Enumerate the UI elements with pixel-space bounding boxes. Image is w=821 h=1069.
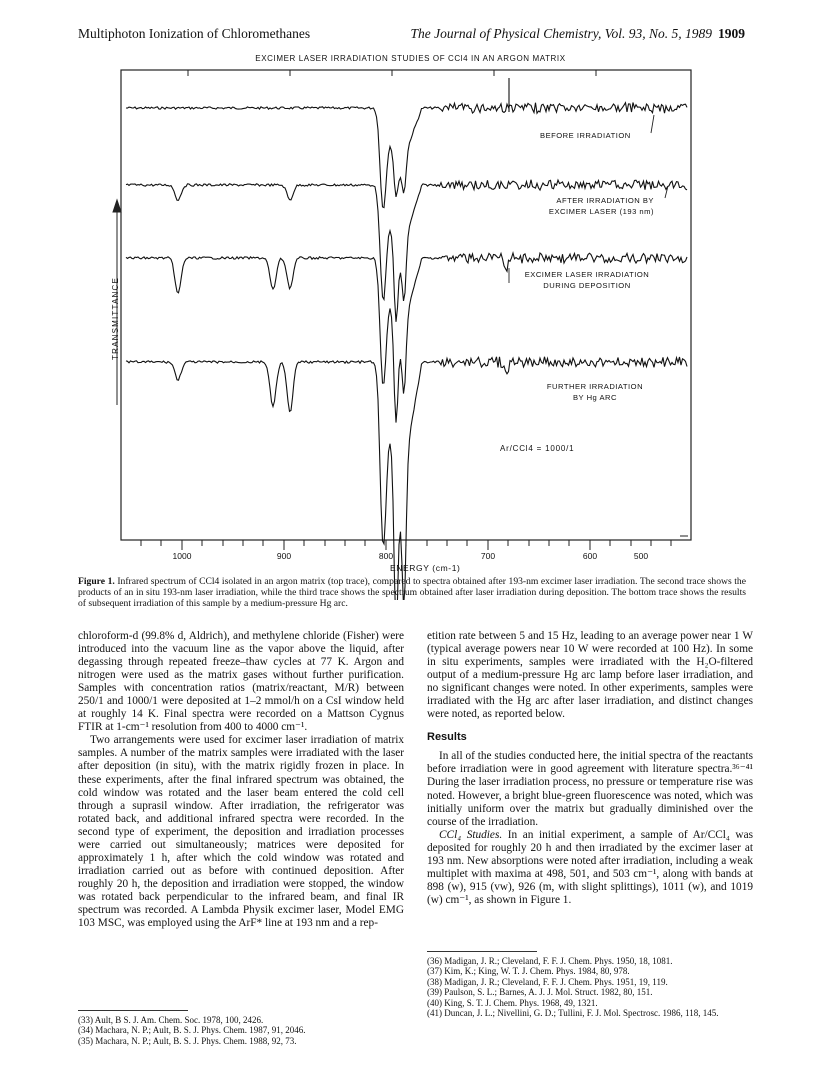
section-heading: Results (427, 731, 467, 744)
body-paragraph: Two arrangements were used for excimer laser irradiation of matrix samples. A number of the matrix samples were irradiated with the laser after deposition (in situ), with the matrix rigidly frozen in place. In these experiments, after the final infrared spectrum was obtained, the cold window was rotated and the laser beam entered the cold cell through a suprasil window. After irradiation, the refrigerator was rotated back, and additional infrared spectra were recorded. In the second type of experiment, the deposition and irradiation processes were carried out simultaneously; matrices were deposited for approximately 1 h, after which the cold window was rotated and irradiation carried out as before with continued deposition. After roughly 20 h, the deposition and irradiation were stopped, the window was rotated back perpendicular to the infrared beam, and final IR spectrum was recorded. A Lambda Physik excimer laser, Model EMG 103 MSC, was employed using the ArF* line at 193 nm and a rep- (78, 734, 404, 930)
x-tick-label: 600 (582, 551, 598, 561)
footnotes-left (78, 1010, 404, 1046)
trace-label-line: EXCIMER LASER IRRADIATION (524, 270, 650, 279)
figure-caption (78, 576, 746, 610)
x-tick-label: 1000 (172, 551, 192, 561)
trace-label-line: FURTHER IRRADIATION (546, 382, 644, 391)
trace-label-before (540, 130, 631, 141)
caption-text: Infrared spectrum of CCl4 isolated in an argon matrix (top trace), compared to spectra obtained after 193-nm excimer laser irradiation. The second trace shows the products of an in situ 193-nm laser irradiation, while the third trace shows the spectrum obtained after laser irradiation during deposition. The bottom trace shows the results of subsequent irradiation of this sample by a medium-pressure Hg arc. (78, 576, 746, 610)
reference: (40) King, S. T. J. Chem. Phys. 1968, 49, 1321. (427, 997, 598, 1008)
spectrum-traces (126, 78, 687, 600)
body-paragraph: chloroform-d (99.8% d, Aldrich), and methylene chloride (Fisher) were introduced into the vacuum line as the vapor above the liquid, after degassing through repeated freeze–thaw cycles at 77 K. Argon and nitrogen were used as the matrix gases without further purification. Samples with concentration ratios (matrix/reactant, M/R) between 250/1 and 1000/1 were deposited at 1–2 mmol/h on a CsI window held at roughly 14 K. Final spectra were recorded on a Mattson Cygnus FTIR at 1-cm⁻¹ resolution from 400 to 4000 cm⁻¹. (78, 630, 404, 734)
reference: (33) Ault, B S. J. Am. Chem. Soc. 1978, 100, 2426. (78, 1015, 264, 1025)
left-column (78, 630, 404, 930)
paragraph-text: In an initial experiment, a sample of Ar/CCl₄ was deposited for roughly 20 h and then irradiated by the excimer laser at 193 nm. New absorptions were noted after irradiation, including a weak multiplet with maxima at 498, 501, and 503 cm⁻¹, along with bands at 898 (w), 915 (vw), 926 (m, with slight splittings), 1011 (w), and 1019 (w) cm⁻¹, as shown in Figure 1. (427, 828, 753, 906)
right-column (427, 630, 753, 907)
journal-name: The Journal of Physical Chemistry, Vol. 93, No. 5, 1989 (410, 26, 712, 41)
spectrum-trace (126, 103, 687, 208)
trace-label-line: BY Hg ARC (572, 393, 618, 402)
footnote-rule (78, 1010, 188, 1011)
x-tick-label: 800 (378, 551, 394, 561)
x-tick-label: 500 (633, 551, 649, 561)
body-paragraph: etition rate between 5 and 15 Hz, leading to an average power near 1 W (typical average powers near 10 W were recorded at 100 Hz). In some in situ experiments, samples were irradiated with the H₂O-filtered output of a medium-pressure Hg arc lamp before laser irradiation, and no significant changes were noted. In other experiments, samples were irradiated with the Hg arc after laser irradiation, and distinct changes were noted, as reported below. (427, 630, 753, 721)
x-axis-label: ENERGY (cm-1) (390, 563, 461, 573)
body-paragraph (427, 829, 753, 907)
top-ticks (188, 70, 596, 76)
y-axis-label: TRANSMITTANCE (111, 276, 120, 360)
page-number: 1909 (718, 26, 745, 41)
reference: (34) Machara, N. P.; Ault, B. S. J. Phys. Chem. 1987, 91, 2046. (78, 1025, 306, 1036)
running-head: Multiphoton Ionization of Chloromethanes (78, 26, 311, 41)
reference: (37) Kim, K.; King, W. T. J. Chem. Phys. 1984, 80, 978. (427, 966, 630, 977)
reference: (36) Madigan, J. R.; Cleveland, F. F. J. Chem. Phys. 1950, 18, 1081. (427, 956, 673, 966)
trace-label-after (530, 195, 654, 217)
figure-title: EXCIMER LASER IRRADIATION STUDIES OF CCl4 IN AN ARGON MATRIX (255, 54, 566, 63)
body-paragraph: In all of the studies conducted here, the initial spectra of the reactants before irradiation were in good agreement with literature spectra.³⁶⁻⁴¹ During the laser irradiation process, no pressure or temperature rise was noted. However, a bright blue-green fluorescence was noted, which was initially uniform over the matrix but gradually diminished over the course of the irradiation. (427, 750, 753, 828)
trace-label-line: BEFORE IRRADIATION (540, 131, 631, 140)
trace-label-during-deposition (512, 269, 662, 291)
bottom-ticks (141, 536, 688, 550)
caption-label: Figure 1. (78, 576, 115, 587)
reference: (39) Paulson, S. L.; Barnes, A. J. J. Mol. Struct. 1982, 80, 151. (427, 987, 653, 998)
trace-label-line: DURING DEPOSITION (543, 281, 631, 290)
footnote-rule (427, 951, 537, 952)
trace-label-line: EXCIMER LASER (193 nm) (548, 207, 654, 216)
trace-label-line: AFTER IRRADIATION BY (556, 196, 654, 205)
x-tick-label: 900 (276, 551, 292, 561)
subsection-lead: CCl₄ Studies. (439, 828, 503, 841)
ratio-label: Ar/CCl4 = 1000/1 (500, 444, 575, 453)
reference: (38) Madigan, J. R.; Cleveland, F. F. J. Chem. Phys. 1951, 19, 119. (427, 976, 668, 987)
reference: (35) Machara, N. P.; Ault, B. S. J. Phys. Chem. 1988, 92, 73. (78, 1035, 297, 1046)
footnotes-right (427, 951, 753, 1018)
reference: (41) Duncan, J. L.; Nivellini, G. D.; Tullini, F. J. Mol. Spectrosc. 1986, 118, 145. (427, 1008, 719, 1019)
x-tick-label: 700 (480, 551, 496, 561)
trace-label-hg-arc (540, 381, 650, 403)
